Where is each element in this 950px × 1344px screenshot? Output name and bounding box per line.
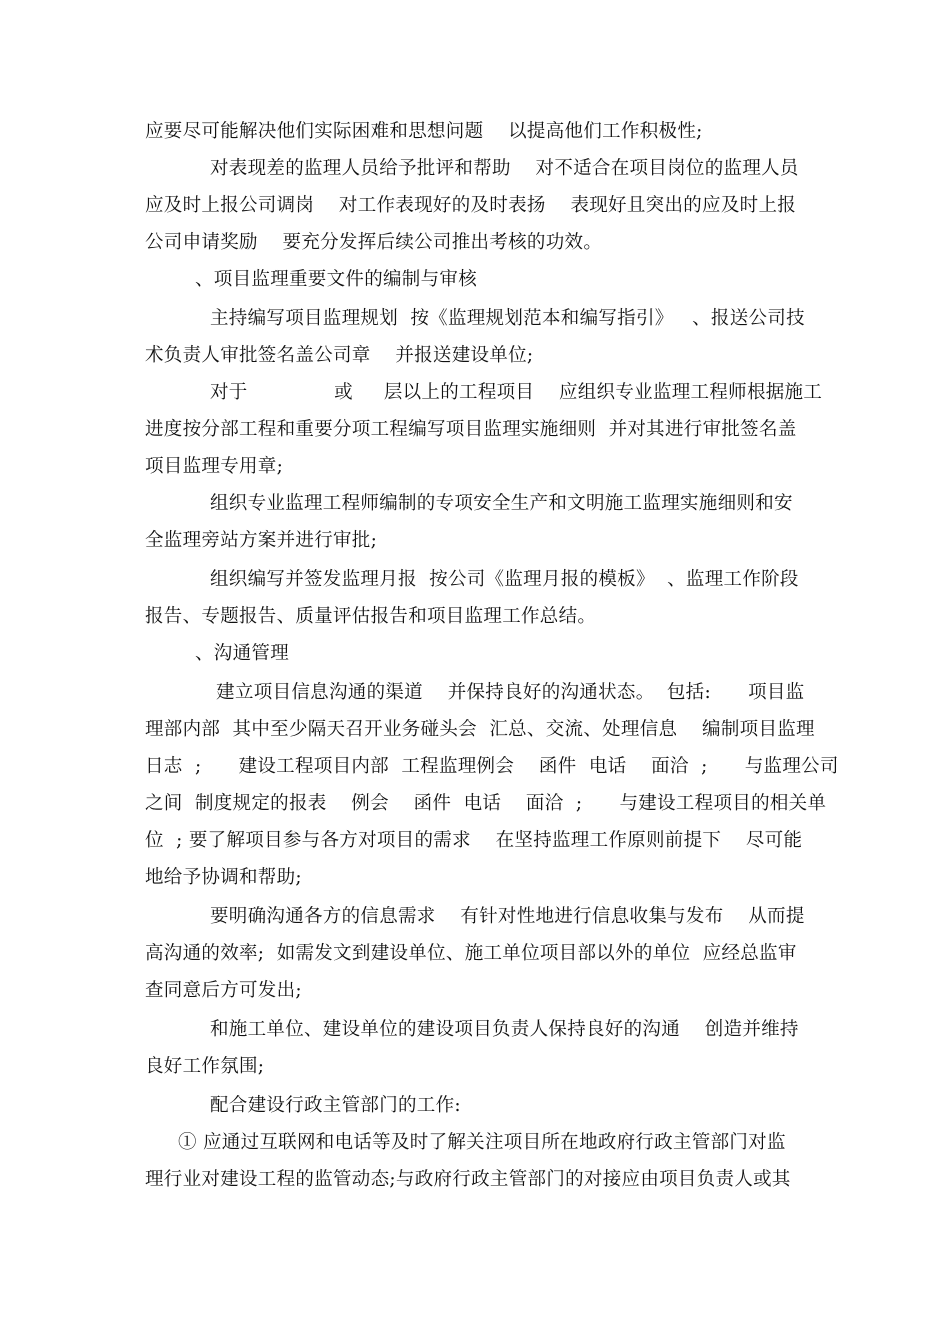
paragraph-line: 组织编写并签发监理月报 按公司《监理月报的模板》 、监理工作阶段: [210, 569, 799, 590]
paragraph-line: 配合建设行政主管部门的工作:: [210, 1095, 461, 1116]
paragraph-line: 全监理旁站方案并进行审批;: [145, 530, 378, 551]
paragraph-line: 查同意后方可发出;: [145, 980, 302, 1001]
paragraph-line: 位 ; 要了解项目参与各方对项目的需求 在坚持监理工作原则前提下 尽可能: [145, 830, 803, 851]
paragraph-line: 对于 或 层以上的工程项目 应组织专业监理工程师根据施工: [210, 382, 823, 403]
paragraph-line: 良好工作氛围;: [145, 1056, 265, 1077]
section-heading: 、沟通管理: [195, 643, 290, 664]
paragraph-line: 术负责人审批签名盖公司章 并报送建设单位;: [145, 345, 534, 366]
paragraph-line: 报告、专题报告、质量评估报告和项目监理工作总结。: [145, 606, 597, 627]
section-heading: 、项目监理重要文件的编制与审核: [195, 269, 478, 290]
paragraph-line: 对表现差的监理人员给予批评和帮助 对不适合在项目岗位的监理人员: [210, 158, 799, 179]
paragraph-line: 公司申请奖励 要充分发挥后续公司推出考核的功效。: [145, 232, 603, 253]
paragraph-line: 组织专业监理工程师编制的专项安全生产和文明施工监理实施细则和安: [210, 493, 793, 514]
paragraph-line: 之间 制度规定的报表 例会 函件 电话 面洽 ; 与建设工程项目的相关单: [145, 793, 827, 814]
paragraph-line: 应及时上报公司调岗 对工作表现好的及时表扬 表现好且突出的应及时上报: [145, 195, 797, 216]
paragraph-line: 高沟通的效率; 如需发文到建设单位、施工单位项目部以外的单位 应经总监审: [145, 943, 797, 964]
paragraph-line: 主持编写项目监理规划 按《监理规划范本和编写指引》 、报送公司技: [210, 308, 805, 329]
paragraph-line: 建立项目信息沟通的渠道 并保持良好的沟通状态。 包括: 项目监: [210, 682, 805, 703]
paragraph-line: 项目监理专用章;: [145, 456, 284, 477]
paragraph-line: 要明确沟通各方的信息需求 有针对性地进行信息收集与发布 从而提: [210, 906, 805, 927]
paragraph-line: 进度按分部工程和重要分项工程编写项目监理实施细则 并对其进行审批签名盖: [145, 419, 797, 440]
paragraph-line: 日志 ; 建设工程项目内部 工程监理例会 函件 电话 面洽 ; 与监理公司: [145, 756, 839, 777]
paragraph-line: 理部内部 其中至少隔天召开业务碰头会 汇总、交流、处理信息 编制项目监理: [145, 719, 815, 740]
paragraph-line: 应要尽可能解决他们实际困难和思想问题 以提高他们工作积极性;: [145, 121, 703, 142]
list-item: ① 应通过互联网和电话等及时了解关注项目所在地政府行政主管部门对监: [178, 1132, 786, 1153]
paragraph-line: 理行业对建设工程的监管动态;与政府行政主管部门的对接应由项目负责人或其: [145, 1169, 791, 1190]
paragraph-line: 地给予协调和帮助;: [145, 867, 302, 888]
paragraph-line: 和施工单位、建设单位的建设项目负责人保持良好的沟通 创造并维持: [210, 1019, 799, 1040]
